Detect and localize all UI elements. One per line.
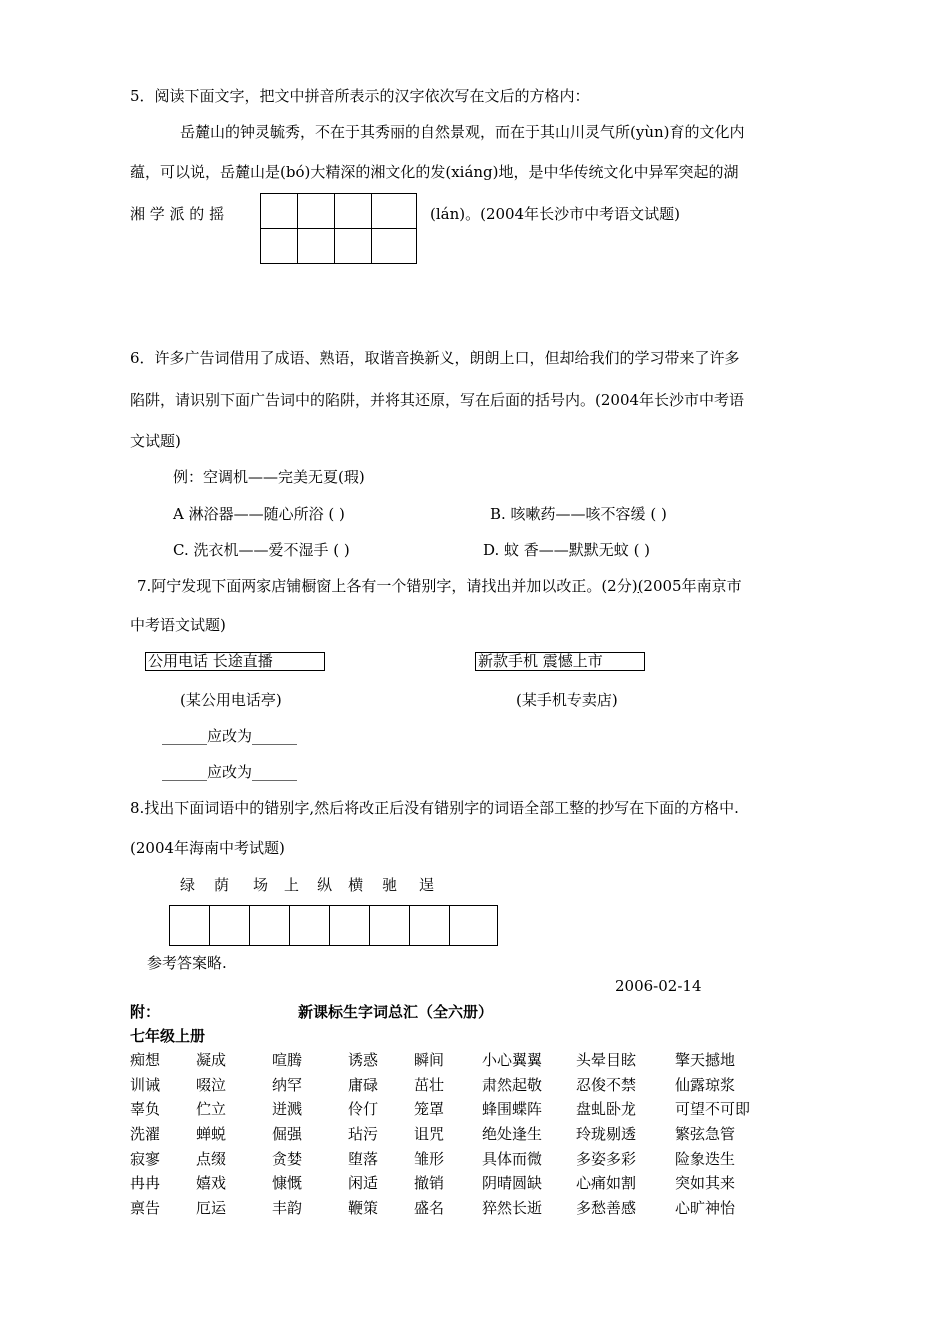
q8-line2: (2004年海南中考试题) [130,839,285,857]
vocab-word: 险象迭生 [675,1149,736,1168]
vocab-word: 诅咒 [414,1124,445,1143]
vocab-row [130,1072,775,1097]
vocab-word: 擎天撼地 [675,1050,736,1069]
vocabulary-table [130,1047,775,1220]
vocab-word: 蜂围蝶阵 [482,1100,543,1119]
vocab-word: 笼罩 [414,1100,445,1119]
q6-option-d: D. 蚊 香——默默无蚊 ( ) [483,541,651,559]
vocab-word: 绝处逢生 [482,1124,543,1143]
vocab-word: 雏形 [414,1149,445,1168]
q6-line1: 6．许多广告词借用了成语、熟语，取谐音换新义，朗朗上口，但却给我们的学习带来了许多 [130,349,740,367]
vocab-word: 瞬间 [414,1050,445,1069]
vocab-word: 心旷神怡 [675,1198,736,1217]
q6-option-b: B. 咳嗽药——咳不容缓 ( ) [490,505,667,523]
vocab-row [130,1170,775,1195]
vocab-word: 肃然起敬 [482,1075,543,1094]
q7-fill-line-1[interactable]: ______应改为______ [162,727,298,745]
vocab-word: 痴想 [130,1050,161,1069]
q7-line2: 中考语文试题) [130,616,226,634]
vocab-word: 茁壮 [414,1075,445,1094]
vocab-word: 纳罕 [272,1075,303,1094]
appendix-label: 附： [130,1003,161,1021]
q8-char: 绿 [180,876,196,894]
vocab-row [130,1096,775,1121]
vocab-word: 啜泣 [196,1075,227,1094]
q7-fill-line-2[interactable]: ______应改为______ [162,763,298,781]
vocab-word: 小心翼翼 [482,1050,543,1069]
vocab-word: 伶仃 [348,1100,379,1119]
vocab-word: 冉冉 [130,1174,161,1193]
vocab-word: 忍俊不禁 [576,1075,637,1094]
q8-char: 驰 [382,876,398,894]
shop-sign-phone: 公用电话 长途直播 [145,652,325,671]
vocab-word: 寂寥 [130,1149,161,1168]
vocab-word: 伫立 [196,1100,227,1119]
vocab-word: 庸碌 [348,1075,379,1094]
q8-char: 荫 [214,876,230,894]
q5-title: 5．阅读下面文字，把文中拼音所表示的汉字依次写在文后的方格内： [130,87,590,105]
q8-char: 横 [348,876,364,894]
vocab-row [130,1195,775,1220]
q7-line1 [137,575,742,596]
vocab-row [130,1047,775,1072]
vocab-word: 玲珑剔透 [576,1124,637,1143]
vocab-word: 堕落 [348,1149,379,1168]
vocab-word: 具体而微 [482,1149,543,1168]
vocab-word: 可望不可即 [675,1100,751,1119]
q5-line3-pre: 湘 学 派 的 摇 [130,205,225,223]
vocab-word: 盛名 [414,1198,445,1217]
q8-answer-note: 参考答案略. [147,954,227,972]
vocab-word: 多姿多彩 [576,1149,637,1168]
vocab-word: 撤销 [414,1174,445,1193]
q8-char: 场 [253,876,269,894]
q8-word-list [180,874,434,895]
document-date: 2006-02-14 [615,977,702,995]
vocab-word: 丰韵 [272,1198,303,1217]
vocab-word: 禀告 [130,1198,161,1217]
vocab-word: 心痛如割 [576,1174,637,1193]
vocab-word: 繁弦急管 [675,1124,736,1143]
vocab-word: 洗濯 [130,1124,161,1143]
vocab-row [130,1121,775,1146]
vocab-word: 嬉戏 [196,1174,227,1193]
vocab-word: 慷慨 [272,1174,303,1193]
q7-line1-source: 2005年南京市 [643,577,742,595]
q6-example: 例：空调机——完美无夏(瑕) [173,468,365,486]
q8-answer-grid[interactable] [169,905,498,946]
vocab-word: 蝉蜕 [196,1124,227,1143]
vocab-word: 盘虬卧龙 [576,1100,637,1119]
vocab-word: 猝然长逝 [482,1198,543,1217]
q5-line2: 蕴，可以说，岳麓山是(bó)大精深的湘文化的发(xiáng)地，是中华传统文化中异军突起的湖 [130,163,739,181]
vocab-word: 点缀 [196,1149,227,1168]
vocab-word: 诱惑 [348,1050,379,1069]
vocab-word: 玷污 [348,1124,379,1143]
vocab-word: 迸溅 [272,1100,303,1119]
q7-line1-text: 7.阿宁发现下面两家店铺橱窗上各有一个错别字，请找出并加以改正。(2分) [137,577,638,595]
q8-line1: 8.找出下面词语中的错别字,然后将改正后没有错别字的词语全部工整的抄写在下面的方格中. [130,799,739,817]
vocab-word: 厄运 [196,1198,227,1217]
grade-heading: 七年级上册 [130,1027,206,1045]
caption-mobile-shop: (某手机专卖店) [516,691,618,709]
q5-answer-grid[interactable] [260,193,417,264]
vocab-word: 鞭策 [348,1198,379,1217]
q8-char: 逞 [419,876,435,894]
vocab-word: 突如其来 [675,1174,736,1193]
vocab-word: 辜负 [130,1100,161,1119]
q6-option-c: C. 洗衣机——爱不湿手 ( ) [173,541,350,559]
shop-sign-mobile: 新款手机 震憾上市 [475,652,645,671]
appendix-title: 新课标生字词总汇（全六册） [298,1003,494,1021]
vocab-word: 闲适 [348,1174,379,1193]
q6-line2: 陷阱，请识别下面广告词中的陷阱，并将其还原，写在后面的括号内。(2004年长沙市中考语 [130,391,745,409]
vocab-word: 喧腾 [272,1050,303,1069]
vocab-word: 贪婪 [272,1149,303,1168]
q5-line1: 岳麓山的钟灵毓秀，不在于其秀丽的自然景观，而在于其山川灵气所(yùn)育的文化内 [180,123,745,141]
q8-char: 上 [284,876,300,894]
vocab-word: 凝成 [196,1050,227,1069]
vocab-word: 阴晴圆缺 [482,1174,543,1193]
vocab-word: 头晕目眩 [576,1050,637,1069]
q8-char: 纵 [317,876,333,894]
vocab-word: 多愁善感 [576,1198,637,1217]
vocab-word: 训诫 [130,1075,161,1094]
vocab-word: 仙露琼浆 [675,1075,736,1094]
caption-phone-booth: (某公用电话亭) [180,691,282,709]
q7-line1-paren: ( [637,577,644,595]
q6-line3: 文试题) [130,432,181,450]
q6-option-a: A 淋浴器——随心所浴 ( ) [173,505,345,523]
vocab-row [130,1146,775,1171]
q5-line3-post: (lán)。(2004年长沙市中考语文试题) [430,205,680,223]
vocab-word: 倔强 [272,1124,303,1143]
